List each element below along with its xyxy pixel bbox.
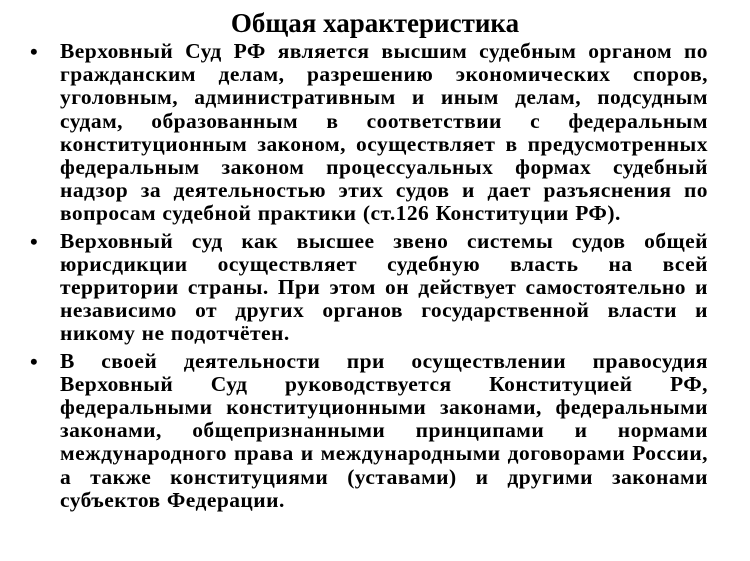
bullet-item-highest-link	[30, 230, 708, 346]
bullet-text: Верховный Суд РФ является высшим судебным органом по гражданским делам, разрешению экономических споров, уголовным, административным и иным делам, подсудным судам, образованным в соответствии с федеральным конституционным законом, осуществляет в предусмотренных федеральным законом процессуальных формах судебный надзор за деятельностью этих судов и дает разъяснения по вопросам судебной практики (ст.126 Конституции РФ).	[60, 39, 708, 226]
bullet-text: Верховный суд как высшее звено системы судов общей юрисдикции осуществляет судебную власть на всей территории страны. При этом он действует самостоятельно и независимо от других органов государственной власти и никому не подотчётен.	[60, 228, 708, 346]
bullet-marker: •	[30, 348, 38, 374]
bullet-marker: •	[30, 39, 38, 64]
bullet-marker: •	[30, 228, 38, 254]
bullet-item-supreme-court-status	[30, 40, 708, 226]
slide-title: Общая характеристика	[230, 8, 520, 38]
bullet-text: В своей деятельности при осуществлении правосудия Верховный Суд руководствуется Конституцией РФ, федеральными конституционными законами, федеральными законами, общепризнанными принципами и нормами международного права и международными договорами России, а также конституциями (уставами) и другими законами субъектов Федерации.	[60, 348, 708, 512]
bullet-item-legal-basis	[30, 350, 708, 512]
bullet-list	[30, 40, 708, 516]
